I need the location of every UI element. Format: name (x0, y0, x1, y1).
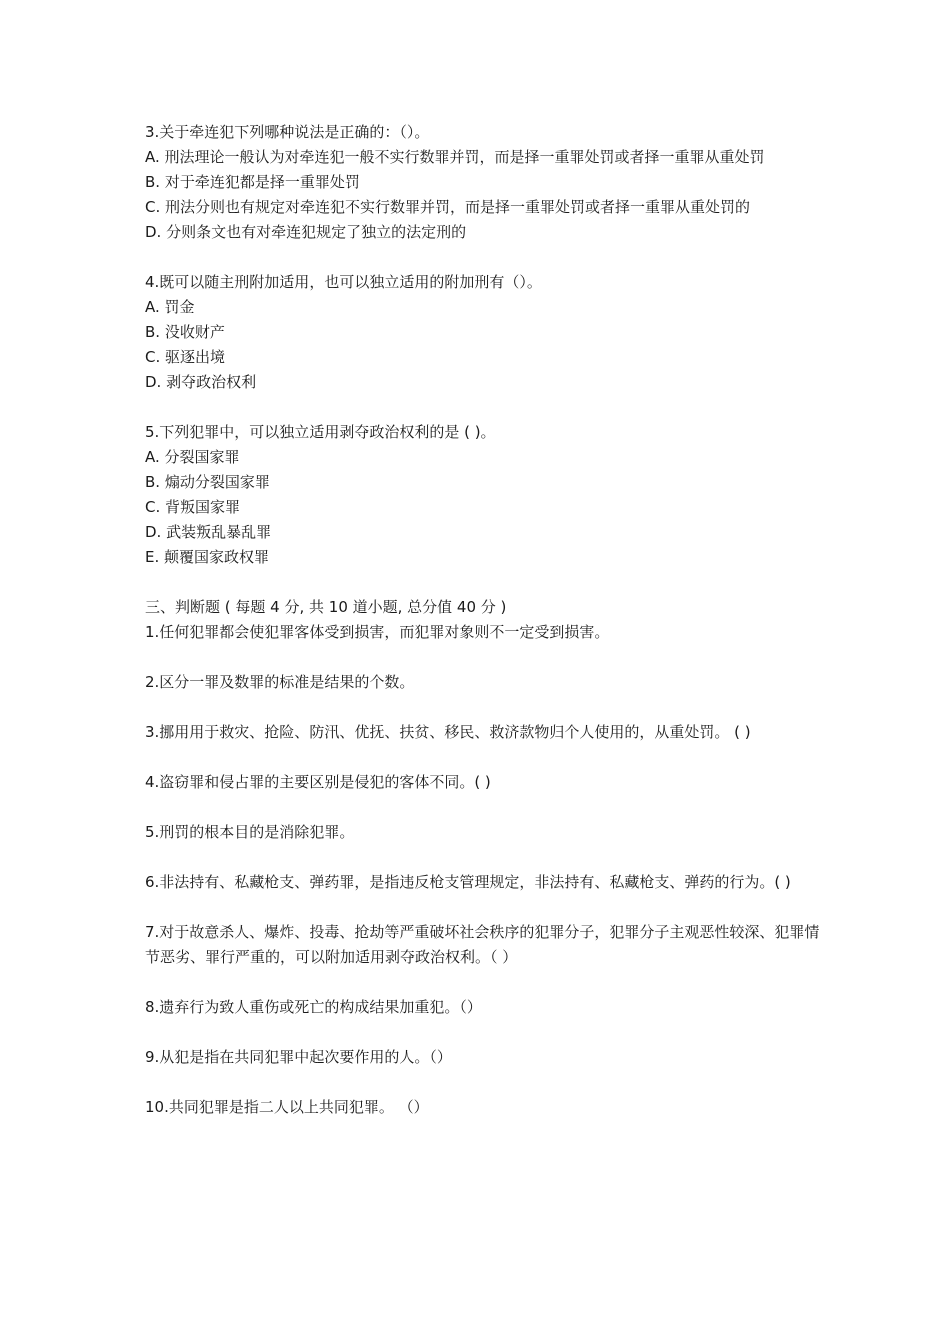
tf-item-6: 6.非法持有、私藏枪支、弹药罪，是指违反枪支管理规定，非法持有、私藏枪支、弹药的行为。( ) (145, 873, 791, 891)
option-b: B. 没收财产 (145, 323, 225, 341)
spacer (145, 745, 825, 770)
tf-item-1: 1.任何犯罪都会使犯罪客体受到损害，而犯罪对象则不一定受到损害。 (145, 623, 610, 641)
question-4 (145, 270, 825, 395)
spacer (145, 970, 825, 995)
option-b: B. 对于牵连犯都是择一重罪处罚 (145, 173, 360, 191)
spacer (145, 795, 825, 820)
question-stem: 4.既可以随主刑附加适用，也可以独立适用的附加刑有（）。 (145, 273, 542, 291)
tf-item-7: 7.对于故意杀人、爆炸、投毒、抢劫等严重破坏社会秩序的犯罪分子，犯罪分子主观恶性较深、犯罪情节恶劣、罪行严重的，可以附加适用剥夺政治权利。（ ） (145, 923, 820, 966)
tf-item-10: 10.共同犯罪是指二人以上共同犯罪。 （） (145, 1098, 429, 1116)
spacer (145, 845, 825, 870)
spacer (145, 895, 825, 920)
question-stem: 5.下列犯罪中，可以独立适用剥夺政治权利的是 ( )。 (145, 423, 496, 441)
tf-item-5: 5.刑罚的根本目的是消除犯罪。 (145, 823, 355, 841)
spacer (145, 1070, 825, 1095)
spacer (145, 395, 825, 420)
option-a: A. 罚金 (145, 298, 195, 316)
option-d: D. 武装叛乱暴乱罪 (145, 523, 272, 541)
tf-item-4: 4.盗窃罪和侵占罪的主要区别是侵犯的客体不同。( ) (145, 773, 491, 791)
tf-item-2: 2.区分一罪及数罪的标准是结果的个数。 (145, 673, 415, 691)
question-stem: 3.关于牵连犯下列哪种说法是正确的：（）。 (145, 123, 430, 141)
question-5 (145, 420, 825, 570)
option-c: C. 背叛国家罪 (145, 498, 241, 516)
tf-item-3: 3.挪用用于救灾、抢险、防汛、优抚、扶贫、移民、救济款物归个人使用的，从重处罚。 ( ) (145, 723, 751, 741)
option-d: D. 剥夺政治权利 (145, 373, 257, 391)
spacer (145, 645, 825, 670)
option-c: C. 刑法分则也有规定对牵连犯不实行数罪并罚，而是择一重罪处罚或者择一重罪从重处罚的 (145, 198, 751, 216)
option-a: A. 分裂国家罪 (145, 448, 240, 466)
option-a: A. 刑法理论一般认为对牵连犯一般不实行数罪并罚，而是择一重罪处罚或者择一重罪从重处罚 (145, 148, 765, 166)
spacer (145, 1020, 825, 1045)
tf-item-8: 8.遗弃行为致人重伤或死亡的构成结果加重犯。（） (145, 998, 482, 1016)
document-page (145, 120, 825, 1120)
option-d: D. 分则条文也有对牵连犯规定了独立的法定刑的 (145, 223, 467, 241)
question-3 (145, 120, 825, 245)
true-false-section (145, 595, 825, 1120)
tf-item-9: 9.从犯是指在共同犯罪中起次要作用的人。（） (145, 1048, 452, 1066)
option-b: B. 煽动分裂国家罪 (145, 473, 270, 491)
spacer (145, 245, 825, 270)
spacer (145, 570, 825, 595)
section-heading: 三、判断题 ( 每题 4 分, 共 10 道小题, 总分值 40 分 ) (145, 598, 507, 616)
spacer (145, 695, 825, 720)
option-e: E. 颠覆国家政权罪 (145, 548, 270, 566)
option-c: C. 驱逐出境 (145, 348, 226, 366)
